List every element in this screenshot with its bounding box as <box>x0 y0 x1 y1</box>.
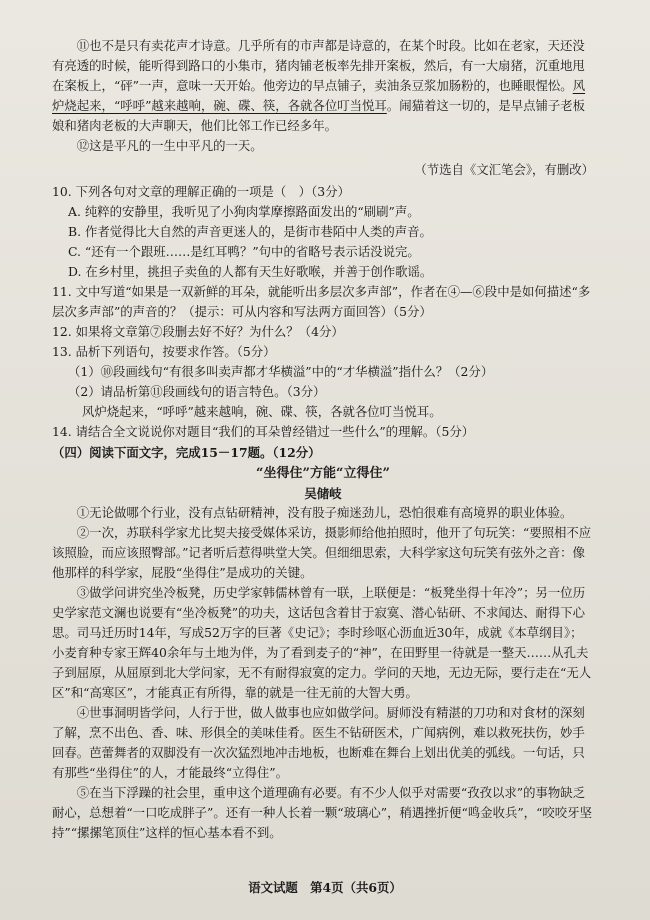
article-paragraph-2: ②一次，苏联科学家尤比契夫接受媒体采访，摄影师给他拍照时，他开了句玩笑：“要照相不应该照脸，而应该照臀部。”记者听后惹得哄堂大笑。但细细思索，大科学家这句玩笑有弦外之音：像他那样的科学家，屁股“坐得住”是成功的关键。 <box>52 525 592 580</box>
article-author: 吴储岐 <box>304 486 342 501</box>
paragraph-11 <box>52 36 594 136</box>
question-13-part-1: （1）⑩段画线句“有很多叫卖声都才华横溢”中的“才华横溢”指什么？（2分） <box>68 364 494 379</box>
question-12: 12. 如果将文章第⑦段删去好不好？为什么？（4分） <box>52 324 344 339</box>
q10-option-d: D. 在乡村里，挑担子卖鱼的人都有天生好歌喉，并善于创作歌谣。 <box>68 264 433 279</box>
q10-option-c: C. “还有一个跟班……是红耳鸭？”句中的省略号表示话没说完。 <box>68 244 420 259</box>
question-13-part-2: （2）请品析第⑪段画线句的语言特色。（3分） <box>68 384 326 399</box>
article-paragraph-1: ①无论做哪个行业，没有点钻研精神，没有股子痴迷劲儿，恐怕很难有高境界的职业体验。 <box>76 505 573 520</box>
article-paragraph-4: ④世事洞明皆学问，人行于世，做人做事也应如做学问。厨师没有精湛的刀功和对食材的深刻了解，烹不出色、香、味、形俱全的美味佳肴。医生不钻研医术，广闻病例，难以救死扶伤，妙手回春。芭蕾舞者的双脚没有一次次猛烈地冲击地板，也断难在舞台上划出优美的弧线。一句话，只有那些“坐得住”的人，才能最终“立得住”。 <box>52 705 585 780</box>
question-10: 10. 下列各句对文章的理解正确的一项是（ ）（3分） <box>52 184 350 199</box>
para11-text-a: ⑪也不是只有卖花声才诗意。几乎所有的市声都是诗意的，在某个时段。比如在老家，天还没有亮透的时候，能听得到路口的小集市，猪肉铺老板率先排开案板，然后，有一大扇猪，沉重地甩在案板上，“砰”一声，意味一天开始。他旁边的早点铺子，卖油条豆浆加肠粉的，也睡眼惺忪。 <box>52 38 585 93</box>
section-4-heading: （四）阅读下面文字，完成15－17题。（12分） <box>52 445 321 460</box>
article-title: “坐得住”方能“立得住” <box>256 466 390 481</box>
question-13-quote: 风炉烧起来，“呼呼”越来越响，碗、碟、筷，各就各位叮当悦耳。 <box>82 404 442 419</box>
paragraph-12: ⑫这是平凡的一生中平凡的一天。 <box>76 138 263 153</box>
question-13: 13. 品析下列语句，按要求作答。（5分） <box>52 344 276 359</box>
para11-underlined-sentence: 风炉烧起来，“呼呼”越来越响，碗、碟、筷，各就各位叮当悦耳 <box>52 78 586 113</box>
q10-option-a: A. 纯粹的安静里，我听见了小狗肉掌摩擦路面发出的“刷刷”声。 <box>68 204 420 219</box>
source-note: （节选自《文汇笔会》，有删改） <box>414 162 594 177</box>
para11-text-b: 。闹猫着这一切的，是早点铺子老板娘和猪肉老板的大声聊天，他们比邻工作已经多年。 <box>52 98 586 133</box>
article-paragraph-3: ③做学问讲究坐冷板凳，历史学家韩儒林曾有一联，上联便是：“板凳坐得十年冷”；另一位历史学家范文澜也说要有“坐冷板凳”的功夫，这话包含着甘于寂寞、潜心钻研、不求闻达、耐得下心思。司马迁历时14年，写成52万字的巨著《史记》；李时珍呕心沥血近30年，成就《本草纲目》；小麦育种专家王辉40余年与土地为伴，为了看到麦子的“神”，在田野里一待就是一整天……从孔夫子到屈原，从屈原到北大学问家，无不有耐得寂寞的定力。学问的天地，无边无际，要行走在“无人区”和“高寒区”，才能真正有所得，靠的就是一往无前的大智大勇。 <box>52 585 592 700</box>
question-14: 14. 请结合全文说说你对题目“我们的耳朵曾经错过一些什么”的理解。（5分） <box>52 424 475 439</box>
q10-option-b: B. 作者觉得比大自然的声音更迷人的，是街市巷陌中人类的声音。 <box>68 224 432 239</box>
page-footer: 语文试题 第4页（共6页） <box>248 880 402 895</box>
question-11: 11. 文中写道“如果是一双新鲜的耳朵，就能听出多层次多声部”，作者在④—⑥段中是如何描述“多层次多声部”的声音的？（提示：可从内容和写法两方面回答）（5分） <box>52 284 591 319</box>
article-paragraph-5: ⑤在当下浮躁的社会里，重申这个道理确有必要。有不少人似乎对需要“孜孜以求”的事物缺乏耐心，总想着“一口吃成胖子”。还有一种人长着一颗“玻璃心”，稍遇挫折便“鸣金收兵”，“咬咬牙坚持”“摞摞笔顶住”这样的恒心基本看不到。 <box>52 785 592 840</box>
